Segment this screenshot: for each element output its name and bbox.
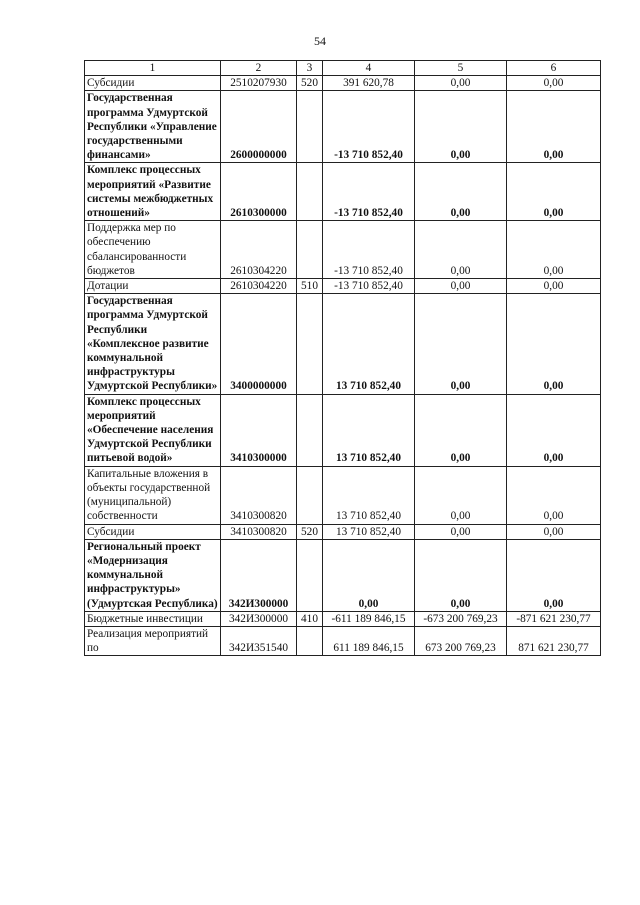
row-value-col5: 0,00 bbox=[415, 524, 507, 539]
row-code-cell: 2510207930 bbox=[221, 76, 297, 91]
row-value-col4: 13 710 852,40 bbox=[323, 294, 415, 394]
row-code-cell: 3400000000 bbox=[221, 294, 297, 394]
row-value-col6: 0,00 bbox=[507, 91, 601, 163]
row-value-col5: 0,00 bbox=[415, 76, 507, 91]
table-row bbox=[85, 76, 601, 91]
table-row bbox=[85, 394, 601, 466]
row-name-cell: Реализация мероприятий по bbox=[85, 626, 221, 655]
column-header: 5 bbox=[415, 61, 507, 76]
row-value-col4: -13 710 852,40 bbox=[323, 163, 415, 221]
row-value-col5: 0,00 bbox=[415, 163, 507, 221]
row-name-cell: Региональный проект «Модернизация коммунальной инфраструктуры» (Удмуртская Республика) bbox=[85, 539, 221, 611]
row-value-col4: 0,00 bbox=[323, 539, 415, 611]
row-value-col6: 0,00 bbox=[507, 539, 601, 611]
column-header: 3 bbox=[297, 61, 323, 76]
row-value-col6: 0,00 bbox=[507, 294, 601, 394]
row-code-cell: 2600000000 bbox=[221, 91, 297, 163]
row-type-cell bbox=[297, 539, 323, 611]
budget-table bbox=[84, 60, 601, 656]
row-name-cell: Поддержка мер по обеспечению сбалансированности бюджетов bbox=[85, 221, 221, 279]
row-value-col4: 13 710 852,40 bbox=[323, 524, 415, 539]
row-code-cell: 3410300820 bbox=[221, 524, 297, 539]
row-value-col4: -13 710 852,40 bbox=[323, 221, 415, 279]
column-header: 4 bbox=[323, 61, 415, 76]
row-value-col6: 0,00 bbox=[507, 524, 601, 539]
row-name-cell: Дотации bbox=[85, 279, 221, 294]
row-name-cell: Субсидии bbox=[85, 76, 221, 91]
row-value-col6: -871 621 230,77 bbox=[507, 611, 601, 626]
row-type-cell bbox=[297, 294, 323, 394]
row-value-col6: 0,00 bbox=[507, 76, 601, 91]
table-row bbox=[85, 626, 601, 655]
table-header-row bbox=[85, 61, 601, 76]
column-header: 1 bbox=[85, 61, 221, 76]
row-name-cell: Комплекс процессных мероприятий «Обеспечение населения Удмуртской Республики питьевой водой» bbox=[85, 394, 221, 466]
row-code-cell: 2610300000 bbox=[221, 163, 297, 221]
row-value-col4: 611 189 846,15 bbox=[323, 626, 415, 655]
row-type-cell bbox=[297, 466, 323, 524]
row-type-cell: 510 bbox=[297, 279, 323, 294]
row-type-cell bbox=[297, 163, 323, 221]
column-header: 2 bbox=[221, 61, 297, 76]
table-row bbox=[85, 539, 601, 611]
row-value-col4: -13 710 852,40 bbox=[323, 91, 415, 163]
row-value-col5: 0,00 bbox=[415, 294, 507, 394]
row-value-col4: 13 710 852,40 bbox=[323, 394, 415, 466]
row-value-col5: 673 200 769,23 bbox=[415, 626, 507, 655]
row-type-cell bbox=[297, 221, 323, 279]
row-value-col4: 391 620,78 bbox=[323, 76, 415, 91]
row-name-cell: Государственная программа Удмуртской Республики «Управление государственными финансами» bbox=[85, 91, 221, 163]
row-value-col6: 0,00 bbox=[507, 221, 601, 279]
column-header: 6 bbox=[507, 61, 601, 76]
row-name-cell: Комплекс процессных мероприятий «Развитие системы межбюджетных отношений» bbox=[85, 163, 221, 221]
row-value-col5: 0,00 bbox=[415, 221, 507, 279]
row-code-cell: 2610304220 bbox=[221, 221, 297, 279]
row-value-col6: 0,00 bbox=[507, 394, 601, 466]
row-type-cell: 520 bbox=[297, 76, 323, 91]
table-row bbox=[85, 524, 601, 539]
row-value-col5: 0,00 bbox=[415, 91, 507, 163]
table-row bbox=[85, 466, 601, 524]
table-row bbox=[85, 294, 601, 394]
row-value-col6: 0,00 bbox=[507, 466, 601, 524]
row-code-cell: 342И351540 bbox=[221, 626, 297, 655]
row-code-cell: 342И300000 bbox=[221, 539, 297, 611]
row-value-col6: 0,00 bbox=[507, 163, 601, 221]
row-value-col4: -611 189 846,15 bbox=[323, 611, 415, 626]
row-type-cell bbox=[297, 91, 323, 163]
table-row bbox=[85, 221, 601, 279]
row-name-cell: Субсидии bbox=[85, 524, 221, 539]
row-type-cell: 520 bbox=[297, 524, 323, 539]
row-value-col5: 0,00 bbox=[415, 394, 507, 466]
table-row bbox=[85, 279, 601, 294]
row-type-cell bbox=[297, 626, 323, 655]
row-name-cell: Капитальные вложения в объекты государственной (муниципальной) собственности bbox=[85, 466, 221, 524]
row-code-cell: 2610304220 bbox=[221, 279, 297, 294]
table-row bbox=[85, 163, 601, 221]
row-value-col5: 0,00 bbox=[415, 539, 507, 611]
row-code-cell: 3410300820 bbox=[221, 466, 297, 524]
row-value-col4: -13 710 852,40 bbox=[323, 279, 415, 294]
row-name-cell: Бюджетные инвестиции bbox=[85, 611, 221, 626]
row-value-col5: 0,00 bbox=[415, 466, 507, 524]
row-code-cell: 3410300000 bbox=[221, 394, 297, 466]
row-type-cell bbox=[297, 394, 323, 466]
row-value-col4: 13 710 852,40 bbox=[323, 466, 415, 524]
row-type-cell: 410 bbox=[297, 611, 323, 626]
row-value-col5: -673 200 769,23 bbox=[415, 611, 507, 626]
row-code-cell: 342И300000 bbox=[221, 611, 297, 626]
table-row bbox=[85, 611, 601, 626]
page-number: 54 bbox=[314, 34, 326, 48]
row-value-col5: 0,00 bbox=[415, 279, 507, 294]
row-value-col6: 871 621 230,77 bbox=[507, 626, 601, 655]
row-name-cell: Государственная программа Удмуртской Республики «Комплексное развитие коммунальной инфраструктуры Удмуртской Республики» bbox=[85, 294, 221, 394]
table-row bbox=[85, 91, 601, 163]
row-value-col6: 0,00 bbox=[507, 279, 601, 294]
